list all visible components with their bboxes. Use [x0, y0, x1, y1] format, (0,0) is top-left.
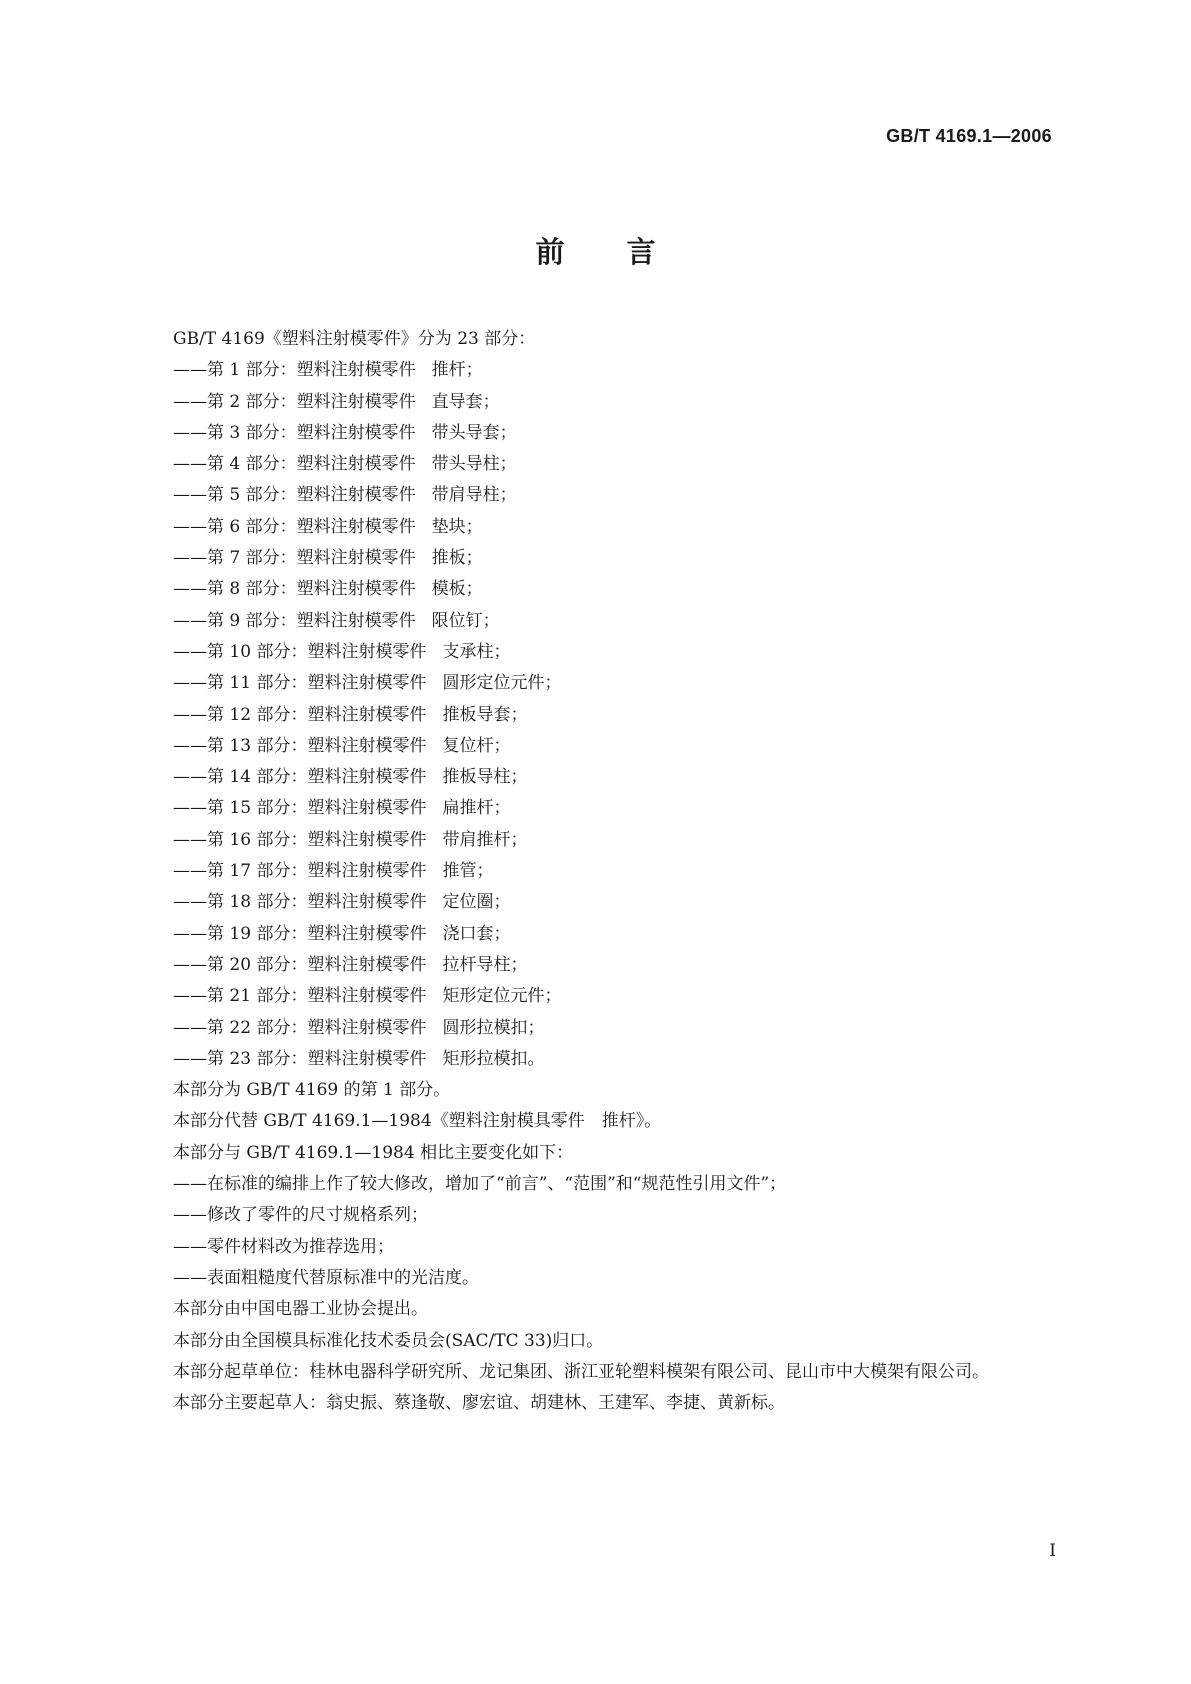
list-item [133, 668, 1068, 699]
part-name: 矩形定位元件； [442, 986, 562, 1007]
part-name: 垫块； [431, 516, 483, 537]
list-item [133, 355, 1068, 386]
list-item [133, 887, 1068, 918]
list-item [133, 387, 1068, 418]
page-number: I [1049, 1541, 1056, 1561]
part-name: 推板导套； [442, 704, 528, 725]
part-name: 模板； [431, 579, 483, 600]
part-name: 带头导柱； [431, 454, 517, 475]
page-title: 前言 [535, 235, 718, 269]
part-name: 拉杆导柱； [442, 954, 528, 975]
list-item [133, 543, 1068, 574]
part-name: 推板导柱； [442, 767, 528, 788]
list-item [133, 418, 1068, 449]
part-lead: ——第 19 部分：塑料注射模零件 [173, 923, 427, 944]
list-item [133, 825, 1068, 856]
part-name: 推管； [442, 861, 494, 882]
changes-intro-paragraph: 本部分与 GB/T 4169.1—1984 相比主要变化如下： [173, 1142, 574, 1163]
part-lead: ——第 11 部分：塑料注射模零件 [173, 673, 427, 694]
list-item [133, 1013, 1068, 1044]
standard-number: GB/T 4169.1—2006 [886, 126, 1052, 146]
part-name: 推板； [431, 548, 483, 569]
foreword-body [133, 324, 1068, 1419]
part-lead: ——第 1 部分：塑料注射模零件 [173, 360, 416, 381]
part-lead: ——第 18 部分：塑料注射模零件 [173, 892, 427, 913]
managed-by-paragraph: 本部分由全国模具标准化技术委员会(SAC/TC 33)归口。 [173, 1330, 604, 1351]
list-item [133, 856, 1068, 887]
replaces-paragraph: 本部分代替 GB/T 4169.1—1984《塑料注射模具零件 推杆》。 [173, 1111, 662, 1132]
part-lead: ——第 4 部分：塑料注射模零件 [173, 454, 416, 475]
part-lead: ——第 14 部分：塑料注射模零件 [173, 767, 427, 788]
list-item [133, 981, 1068, 1012]
part-name: 带肩导柱； [431, 485, 517, 506]
part-lead: ——第 8 部分：塑料注射模零件 [173, 579, 416, 600]
part-lead: ——第 22 部分：塑料注射模零件 [173, 1017, 427, 1038]
part-lead: ——第 7 部分：塑料注射模零件 [173, 548, 416, 569]
drafters-paragraph: 本部分主要起草人：翁史振、蔡逢敬、廖宏谊、胡建林、王建军、李捷、黄新标。 [173, 1393, 785, 1414]
part-name: 圆形定位元件； [442, 673, 562, 694]
change-item: ——零件材料改为推荐选用； [173, 1236, 394, 1257]
list-item [133, 793, 1068, 824]
part-lead: ——第 5 部分：塑料注射模零件 [173, 485, 416, 506]
intro-paragraph: GB/T 4169《塑料注射模零件》分为 23 部分： [173, 329, 536, 349]
part-of-paragraph: 本部分为 GB/T 4169 的第 1 部分。 [173, 1080, 451, 1101]
part-name: 浇口套； [442, 923, 511, 944]
part-name: 带肩推杆； [442, 829, 528, 850]
part-lead: ——第 10 部分：塑料注射模零件 [173, 641, 427, 662]
part-lead: ——第 9 部分：塑料注射模零件 [173, 610, 416, 631]
part-lead: ——第 13 部分：塑料注射模零件 [173, 735, 427, 756]
part-lead: ——第 6 部分：塑料注射模零件 [173, 516, 416, 537]
part-name: 矩形拉模扣。 [442, 1048, 545, 1069]
part-name: 直导套； [431, 391, 500, 412]
part-lead: ——第 20 部分：塑料注射模零件 [173, 954, 427, 975]
part-name: 带头导套； [431, 422, 517, 443]
part-name: 扁推杆； [442, 798, 511, 819]
list-item [133, 512, 1068, 543]
list-item [133, 449, 1068, 480]
part-name: 推杆； [431, 360, 483, 381]
part-name: 复位杆； [442, 735, 511, 756]
part-lead: ——第 16 部分：塑料注射模零件 [173, 829, 427, 850]
part-name: 限位钉； [431, 610, 500, 631]
part-lead: ——第 15 部分：塑料注射模零件 [173, 798, 427, 819]
part-name: 定位圈； [442, 892, 511, 913]
list-item [133, 574, 1068, 605]
part-lead: ——第 2 部分：塑料注射模零件 [173, 391, 416, 412]
part-lead: ——第 21 部分：塑料注射模零件 [173, 986, 427, 1007]
parts-list [133, 355, 1068, 1075]
part-lead: ——第 12 部分：塑料注射模零件 [173, 704, 427, 725]
list-item [133, 480, 1068, 511]
change-item: ——表面粗糙度代替原标准中的光洁度。 [173, 1267, 479, 1288]
list-item [133, 637, 1068, 668]
list-item [133, 762, 1068, 793]
proposed-by-paragraph: 本部分由中国电器工业协会提出。 [173, 1299, 428, 1320]
list-item [133, 1044, 1068, 1075]
list-item [133, 606, 1068, 637]
part-lead: ——第 23 部分：塑料注射模零件 [173, 1048, 427, 1069]
change-item: ——在标准的编排上作了较大修改，增加了“前言”、“范围”和“规范性引用文件”； [173, 1174, 787, 1195]
part-name: 支承柱； [442, 641, 511, 662]
part-lead: ——第 17 部分：塑料注射模零件 [173, 861, 427, 882]
list-item [133, 950, 1068, 981]
list-item [133, 919, 1068, 950]
change-item: ——修改了零件的尺寸规格系列； [173, 1205, 428, 1226]
list-item [133, 700, 1068, 731]
part-name: 圆形拉模扣； [442, 1017, 545, 1038]
list-item [133, 731, 1068, 762]
drafting-units-paragraph: 本部分起草单位：桂林电器科学研究所、龙记集团、浙江亚轮塑料模架有限公司、昆山市中大模架有限公司。 [173, 1361, 989, 1382]
part-lead: ——第 3 部分：塑料注射模零件 [173, 422, 416, 443]
